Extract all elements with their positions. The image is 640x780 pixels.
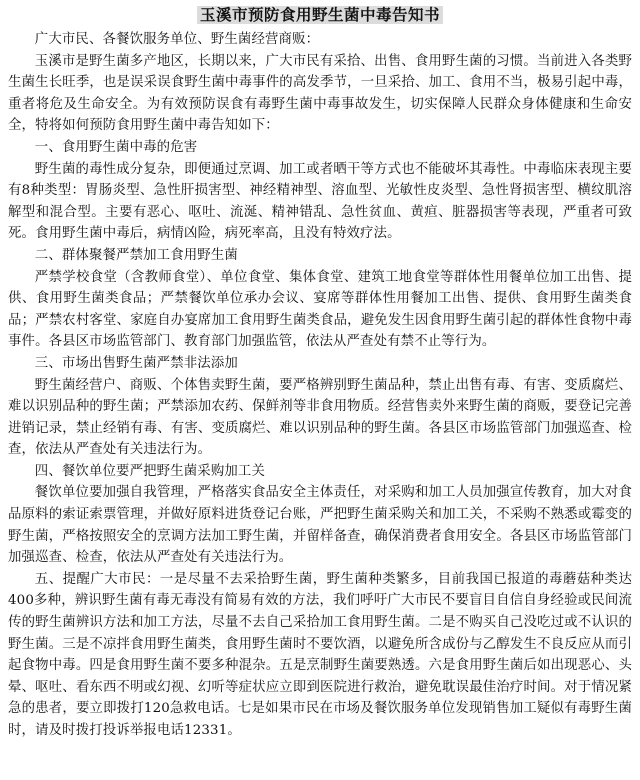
section-2-heading: 二、群体聚餐严禁加工食用野生菌 <box>34 247 238 263</box>
greeting: 广大市民、各餐饮服务单位、野生菌经营商贩： <box>34 32 320 47</box>
section-5-paragraph: 五、提醒广大市民：一是尽量不去采拾野生菌，野生菌种类繁多，目前我国已报道的毒蘑菇种类达400多种，辨识野生菌有毒无毒没有简易有效的方法，我们呼吁广大市民不要盲目自信自身经验或民间流传的野生菌辨识方法和加工方法，尽量不去自己采拾加工食用野生菌。二是不购买自己没吃过或不认识的野生菌。三是不凉拌食用野生菌类，食用野生菌时不要饮酒，以避免所含成份与乙醇发生不良反应从而引起食物中毒。四是食用野生菌不要多种混杂。五是烹制野生菌要熟透。六是食用野生菌后如出现恶心、头晕、呕吐、看东西不明或幻视、幻听等症状应立即到医院进行救治，避免耽误最佳治疗时间。对于情况紧急的患者，要立即拨打120急救电话。七是如果市民在市场及餐饮服务单位发现销售加工疑似有毒野生菌时，请及时拨打投诉举报电话12331。 <box>8 571 632 738</box>
document-title <box>8 4 632 26</box>
section-3-heading: 三、市场出售野生菌严禁非法添加 <box>34 355 238 371</box>
section-4-body: 餐饮单位要加强自我管理，严格落实食品安全主体责任，对采购和加工人员加强宣传教育，加大对食品原料的索证索票管理，并做好原料进货登记台账，严把野生菌采购关和加工关，不采购不熟悉或霉变的野生菌，严格按照安全的烹调方法加工野生菌，并留样备查，确保消费者食用安全。各县区市场监管部门加强巡查、检查，依法从严查处有关违法行为。 <box>8 485 632 566</box>
intro-paragraph: 玉溪市是野生菌多产地区，长期以来，广大市民有采拾、出售、食用野生菌的习惯。当前进入各类野生菌生长旺季，也是误采误食野生菌中毒事件的高发季节，一旦采拾、加工、食用不当，极易引起中毒，重者将危及生命安全。为有效预防误食有毒野生菌中毒事故发生，切实保障人民群众身体健康和生命安全，特将如何预防食用野生菌中毒告知如下： <box>8 53 632 134</box>
section-1-heading: 一、食用野生菌中毒的危害 <box>34 139 198 155</box>
section-2-body: 严禁学校食堂（含教师食堂）、单位食堂、集体食堂、建筑工地食堂等群体性用餐单位加工出售、提供、食用野生菌类食品；严禁餐饮单位承办会议、宴席等群体性用餐加工出售、提供、食用野生菌类食品；严禁农村客堂、家庭自办宴席加工食用野生菌类食品，避免发生因食用野生菌引起的群体性食物中毒事件。各县区市场监管部门、教育部门加强监管，依法从严查处有禁不止等行为。 <box>8 269 632 350</box>
section-4-heading: 四、餐饮单位要严把野生菌采购加工关 <box>34 463 265 479</box>
section-3-body: 野生菌经营户、商贩、个体售卖野生菌，要严格辨别野生菌品种，禁止出售有毒、有害、变质腐烂、难以识别品种的野生菌；严禁添加农药、保鲜剂等非食用物质。经营售卖外来野生菌的商贩，要登记完善进销记录，禁止经销有毒、有害、变质腐烂、难以识别品种的野生菌。各县区市场监管部门加强巡查、检查，依法从严查处有关违法行为。 <box>8 377 632 458</box>
document-title-text: 玉溪市预防食用野生菌中毒告知书 <box>197 6 443 24</box>
section-1-body: 野生菌的毒性成分复杂，即便通过烹调、加工或者晒干等方式也不能破坏其毒性。中毒临床表现主要有8种类型：胃肠炎型、急性肝损害型、神经精神型、溶血型、光敏性皮炎型、急性肾损害型、横纹肌溶解型和混合型。主要有恶心、呕吐、流涎、精神错乱、急性贫血、黄疸、脏器损害等表现，严重者可致死。食用野生菌中毒后，病情凶险，病死率高，且没有特效疗法。 <box>8 161 632 242</box>
